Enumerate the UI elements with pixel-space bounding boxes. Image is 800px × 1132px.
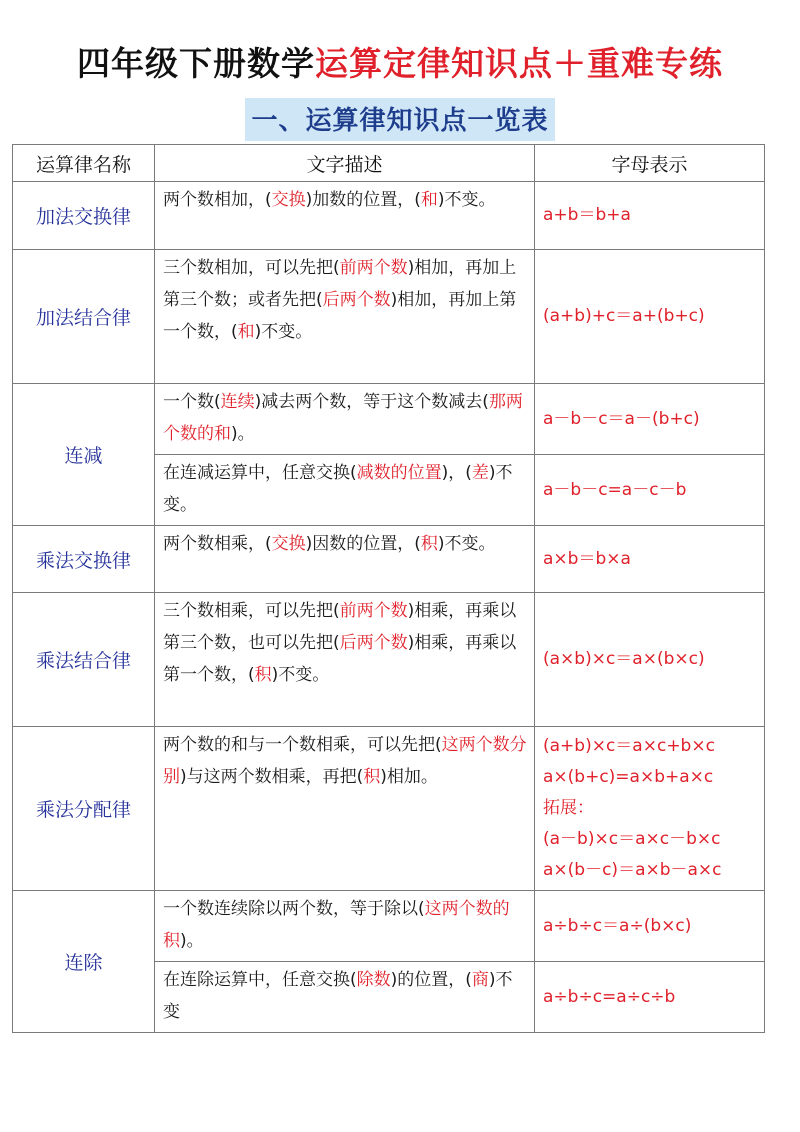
formula-line: a×(b－c)＝a×b－a×c — [543, 860, 722, 880]
law-formula — [535, 182, 765, 250]
formula-line: a×b＝b×a — [543, 548, 631, 569]
law-description — [155, 455, 535, 526]
header-description: 文字描述 — [155, 145, 535, 182]
law-name: 乘法结合律 — [13, 593, 155, 727]
formula-line: (a－b)×c＝a×c－b×c — [543, 829, 721, 849]
desc-text: )的位置，( — [390, 970, 472, 990]
law-name: 加法结合律 — [13, 250, 155, 384]
desc-text: 两个数相加，( — [163, 190, 272, 210]
law-description — [155, 593, 535, 727]
section-heading: 一、运算律知识点一览表 — [245, 98, 554, 141]
desc-text: 三个数相加，可以先把( — [163, 258, 340, 278]
formula-line: a×(b+c)=a×b+a×c — [543, 767, 714, 787]
desc-text: 在连减运算中，任意交换( — [163, 463, 357, 483]
desc-keyword: 和 — [420, 190, 438, 210]
desc-keyword: 商 — [471, 970, 489, 990]
desc-text: )减去两个数，等于这个数减去( — [254, 392, 489, 412]
desc-text: 在连除运算中，任意交换( — [163, 970, 357, 990]
table-header-row — [13, 145, 765, 182]
desc-text: )加数的位置，( — [305, 190, 421, 210]
laws-table — [12, 144, 765, 1033]
law-formula — [535, 250, 765, 384]
law-name: 乘法交换律 — [13, 526, 155, 593]
title-part-2: 运算定律知识点＋重难专练 — [315, 44, 723, 83]
desc-keyword: 和 — [237, 322, 255, 342]
law-formula — [535, 593, 765, 727]
desc-keyword: 那两个数的和 — [163, 392, 523, 444]
desc-text: )不变。 — [271, 665, 330, 685]
desc-text: )相加，再加上第三个数；或者先把( — [163, 258, 517, 310]
desc-keyword: 积 — [254, 665, 272, 685]
table-row — [13, 727, 765, 891]
formula-line: (a+b)+c＝a+(b+c) — [543, 306, 705, 326]
formula-line: a－b－c=a－c－b — [543, 479, 687, 500]
desc-keyword: 积 — [420, 534, 438, 554]
law-formula — [535, 384, 765, 455]
desc-text: )不变 — [163, 970, 513, 1022]
law-name: 连除 — [13, 891, 155, 1033]
law-description — [155, 250, 535, 384]
desc-keyword: 连续 — [220, 392, 255, 412]
law-formula — [535, 526, 765, 593]
table-row — [13, 891, 765, 962]
desc-keyword: 后两个数 — [322, 290, 391, 310]
law-description — [155, 526, 535, 593]
table-row — [13, 182, 765, 250]
page-title — [0, 38, 800, 85]
header-law-name: 运算律名称 — [13, 145, 155, 182]
law-formula — [535, 455, 765, 526]
desc-text: )不变。 — [254, 322, 313, 342]
desc-keyword: 减数的位置 — [356, 463, 442, 483]
formula-line: a÷b÷c=a÷c÷b — [543, 986, 676, 1007]
desc-text: )，( — [441, 463, 472, 483]
desc-text: )不变。 — [437, 190, 496, 210]
desc-keyword: 前两个数 — [339, 601, 408, 621]
table-row — [13, 250, 765, 384]
desc-keyword: 除数 — [356, 970, 391, 990]
law-description — [155, 962, 535, 1033]
header-formula: 字母表示 — [535, 145, 765, 182]
law-description — [155, 891, 535, 962]
desc-keyword: 交换 — [271, 190, 306, 210]
formula-line: a+b＝b+a — [543, 205, 631, 225]
formula-line: (a×b)×c＝a×(b×c) — [543, 649, 705, 669]
desc-keyword: 后两个数 — [339, 633, 408, 653]
table-row — [13, 384, 765, 455]
desc-keyword: 这两个数的积 — [163, 899, 510, 951]
desc-text: )相加，再加上第一个数，( — [163, 290, 517, 342]
formula-extension-label: 拓展： — [543, 798, 594, 818]
desc-text: )与这两个数相乘，再把( — [180, 767, 364, 787]
section-heading-wrap — [0, 98, 800, 141]
desc-keyword: 前两个数 — [339, 258, 408, 278]
law-formula — [535, 891, 765, 962]
law-formula — [535, 727, 765, 891]
desc-text: 两个数相乘，( — [163, 534, 272, 554]
title-part-1: 四年级下册数学 — [77, 44, 315, 83]
desc-text: )不变。 — [163, 463, 513, 515]
desc-text: 一个数( — [163, 392, 221, 412]
law-name: 连减 — [13, 384, 155, 526]
law-description — [155, 384, 535, 455]
formula-line: a－b－c＝a－(b+c) — [543, 408, 700, 429]
desc-text: )。 — [231, 424, 255, 444]
law-formula — [535, 962, 765, 1033]
desc-keyword: 积 — [363, 767, 381, 787]
desc-keyword: 交换 — [271, 534, 306, 554]
desc-text: )。 — [180, 931, 204, 951]
desc-text: )相加。 — [380, 767, 438, 787]
desc-text: 三个数相乘，可以先把( — [163, 601, 340, 621]
table-row — [13, 593, 765, 727]
desc-text: )不变。 — [437, 534, 496, 554]
desc-text: )相乘，再乘以第三个数，也可以先把( — [163, 601, 517, 653]
law-description — [155, 727, 535, 891]
law-name: 乘法分配律 — [13, 727, 155, 891]
law-description — [155, 182, 535, 250]
law-name: 加法交换律 — [13, 182, 155, 250]
formula-line: (a+b)×c＝a×c+b×c — [543, 736, 715, 756]
desc-text: )相乘，再乘以第一个数，( — [163, 633, 517, 685]
desc-text: )因数的位置，( — [305, 534, 421, 554]
formula-line: a÷b÷c＝a÷(b×c) — [543, 915, 692, 936]
desc-text: 一个数连续除以两个数，等于除以( — [163, 899, 425, 919]
desc-keyword: 差 — [471, 463, 489, 483]
desc-keyword: 这两个数分别 — [163, 735, 527, 787]
desc-text: 两个数的和与一个数相乘，可以先把( — [163, 735, 442, 755]
table-row — [13, 526, 765, 593]
